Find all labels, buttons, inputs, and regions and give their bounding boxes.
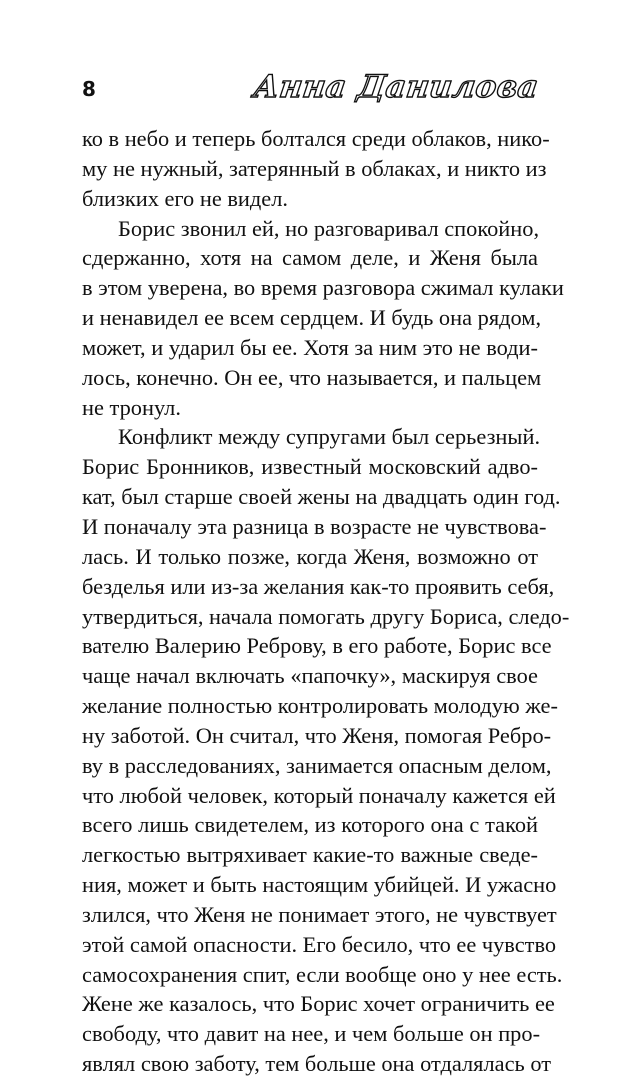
text-line: может, и ударил бы ее. Хотя за ним это не води- (82, 334, 538, 360)
text-line: Конфликт между супругами был серьезный. (118, 424, 541, 450)
text-line: утвердиться, начала помогать другу Бориса, следо- (82, 603, 570, 629)
text-line: и ненавидел ее всем сердцем. И будь она рядом, (82, 305, 542, 331)
text-line: желание полностью контролировать молодую же- (82, 693, 558, 719)
text-line: му не нужный, затерянный в облаках, и никто из (82, 155, 547, 181)
body-text (82, 124, 570, 1079)
text-line: вателю Валерию Реброву, в его работе, Борис все (82, 633, 552, 659)
page-header (0, 0, 619, 120)
text-line: лась. И только позже, когда Женя, возможно от (82, 543, 538, 569)
text-line: что любой человек, который поначалу кажется ей (82, 782, 556, 808)
page-number: 8 (82, 77, 96, 101)
text-line: всего лишь свидетелем, из которого она с такой (82, 812, 538, 838)
text-line: лось, конечно. Он ее, что называется, и пальцем (82, 364, 542, 390)
text-line: ния, может и быть настоящим убийцей. И ужасно (82, 872, 557, 898)
author-running-head: Анна Данилова (251, 69, 541, 105)
text-line: в этом уверена, во время разговора сжимал кулаки (82, 275, 564, 301)
text-line: близких его не видел. (82, 185, 289, 211)
text-line: Борис Бронников, известный московский адво- (82, 454, 538, 480)
text-line: являл свою заботу, тем больше она отдалялась от (82, 1051, 551, 1077)
text-line: ну заботой. Он считал, что Женя, помогая Ребро- (82, 722, 552, 748)
text-line: злился, что Женя не понимает этого, не чувствует (82, 901, 557, 927)
text-line: Борис звонил ей, но разговаривал спокойно, (118, 215, 540, 241)
text-line: безделья или из-за желания как-то проявить себя, (82, 573, 555, 599)
text-line: самосохранения спит, если вообще оно у нее есть. (82, 961, 563, 987)
text-line: кат, был старше своей жены на двадцать один год. (82, 484, 561, 510)
text-line: чаще начал включать «папочку», маскируя свое (82, 663, 538, 689)
text-line: И поначалу эта разница в возрасте не чувствова- (82, 513, 547, 539)
text-line: Жене же казалось, что Борис хочет ограничить ее (82, 991, 555, 1017)
text-line: этой самой опасности. Его бесило, что ее чувство (82, 931, 557, 957)
text-line: сдержанно, хотя на самом деле, и Женя была (82, 245, 538, 271)
text-line: ко в небо и теперь болтался среди облаков, нико- (82, 126, 550, 151)
text-line: свободу, что давит на нее, и чем больше он про- (82, 1021, 541, 1047)
text-line: не тронул. (82, 394, 181, 420)
text-line: легкостью вытряхивает какие-то важные сведе- (82, 842, 538, 868)
text-line: ву в расследованиях, занимается опасным делом, (82, 752, 552, 778)
